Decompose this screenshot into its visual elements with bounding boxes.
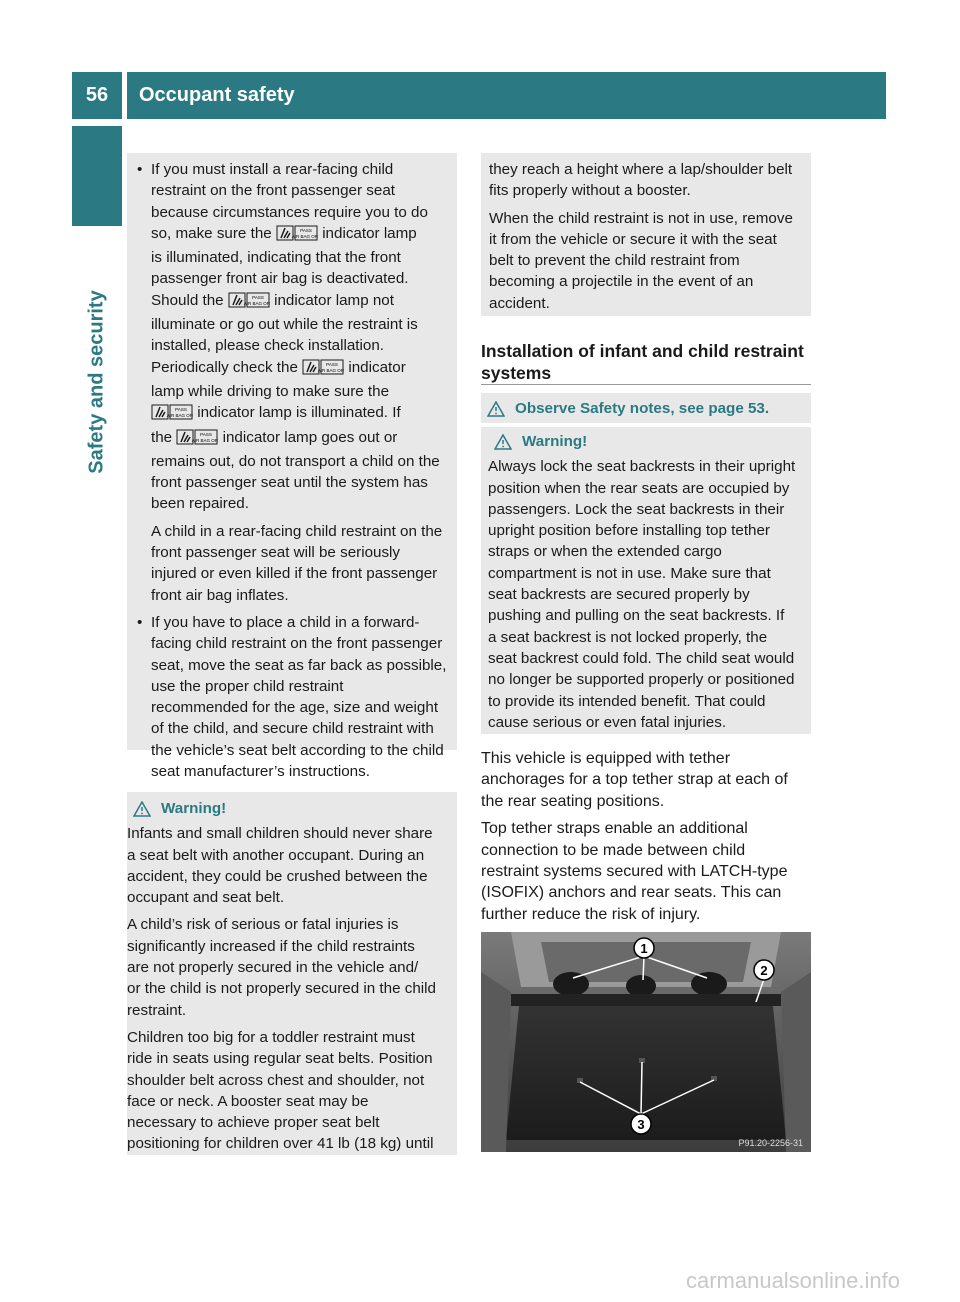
svg-text:AIR BAG OFF: AIR BAG OFF xyxy=(243,300,270,306)
text-line xyxy=(151,223,451,247)
text-line: they reach a height where a lap/shoulder belt xyxy=(489,161,793,178)
text-line: restraint. xyxy=(127,1001,187,1019)
text-line: is illuminated, indicating that the front xyxy=(151,249,401,267)
text-line: to provide its intended benefit. That could xyxy=(488,692,766,710)
safety-note-text: Observe Safety notes, see page 53. xyxy=(515,400,770,417)
warning-title xyxy=(127,798,451,819)
side-tab xyxy=(72,232,122,532)
text-line: pushing and pulling on the seat backrests. If xyxy=(488,607,785,625)
text-line: a seat belt with another occupant. During an xyxy=(127,846,425,864)
callout-2: 2 xyxy=(760,963,768,978)
text-line: compartment is not in use. Make sure that xyxy=(488,564,771,582)
text-line: seat backrests are secured properly by xyxy=(488,586,750,604)
text-line: or the child is not properly secured in the child xyxy=(127,980,436,998)
text-line: are not properly secured in the vehicle and/ xyxy=(127,959,419,977)
warning-title-text: Warning! xyxy=(522,433,588,450)
bullet-item-forward-facing xyxy=(135,612,451,782)
text-line: installed, please check installation. xyxy=(151,337,385,355)
text-segment: Periodically check the xyxy=(151,358,298,376)
text-line: occupant and seat belt. xyxy=(127,889,285,907)
text-line: anchorages for a top tether strap at each of xyxy=(481,771,788,789)
page-number: 56 xyxy=(85,84,109,106)
text-line: a seat backrest is not locked properly, the xyxy=(488,628,768,646)
chapter-title: Occupant safety xyxy=(139,84,295,106)
text-line: Top tether straps enable an additional xyxy=(481,820,748,838)
text-line: face or neck. A booster seat may be xyxy=(127,1092,369,1110)
bullet-dot: • xyxy=(137,613,143,631)
text-line: front passenger seat until the system has xyxy=(151,474,428,492)
svg-text:PASS: PASS xyxy=(326,361,338,367)
warning-triangle-icon xyxy=(133,801,151,817)
text-line: If you must install a rear-facing child xyxy=(151,161,394,178)
text-line: use the proper child restraint xyxy=(151,677,344,695)
text-line xyxy=(151,427,451,451)
text-line: ride in seats using regular seat belts. Position xyxy=(127,1050,433,1068)
text-line: (ISOFIX) anchors and rear seats. This can xyxy=(481,884,782,902)
body-text-tether xyxy=(481,748,816,925)
text-line: seat backrest could fold. The child seat would xyxy=(488,649,795,667)
heading-line: Installation of infant and child restraint xyxy=(481,341,804,361)
text-line: becoming a projectile in the event of an xyxy=(489,273,754,291)
callout-1: 1 xyxy=(640,941,648,956)
header-divider xyxy=(122,72,127,119)
bullet-item-rear-facing xyxy=(135,159,451,606)
svg-text:PASS: PASS xyxy=(175,407,187,413)
text-line: fits properly without a booster. xyxy=(489,182,691,200)
figure-code: P91.20-2256-31 xyxy=(738,1138,803,1148)
side-tab-label: Safety and security xyxy=(85,290,108,474)
svg-text:PASS: PASS xyxy=(200,431,213,437)
text-line: the vehicle’s seat belt according to the child xyxy=(151,741,444,759)
bullet-dot: • xyxy=(137,161,143,178)
text-line: Children too big for a toddler restraint must xyxy=(127,1028,415,1046)
text-line: A child’s risk of serious or fatal injuries is xyxy=(127,916,399,934)
text-line: it from the vehicle or secure it with the seat xyxy=(489,230,777,248)
text-line: front air bag inflates. xyxy=(151,586,289,604)
text-line: seat, move the seat as far back as possible, xyxy=(151,656,447,674)
text-segment: the xyxy=(151,428,173,446)
text-line xyxy=(151,290,451,314)
text-line: injured or even killed if the front passenger xyxy=(151,565,438,583)
text-line: Always lock the seat backrests in their upright xyxy=(488,458,796,476)
text-segment: indicator lamp not xyxy=(274,291,394,309)
passenger-airbag-off-indicator-icon xyxy=(176,429,218,451)
text-line: been repaired. xyxy=(151,495,249,513)
text-line: straps or when the extended cargo xyxy=(488,543,722,561)
text-line: of the child, and secure child restraint with xyxy=(151,720,434,738)
text-line: the rear seating positions. xyxy=(481,792,665,810)
text-line: restraint on the front passenger seat xyxy=(151,182,395,200)
text-line: passenger front air bag is deactivated. xyxy=(151,270,409,288)
text-line: illuminate or go out while the restraint is xyxy=(151,316,418,334)
text-line: further reduce the risk of injury. xyxy=(481,905,701,923)
warning-paragraph xyxy=(127,914,451,1020)
continued-paragraph xyxy=(489,208,805,314)
text-line: cause serious or even fatal injuries. xyxy=(488,713,727,731)
text-line: position when the rear seats are occupied by xyxy=(488,479,790,497)
section-rule xyxy=(481,384,811,385)
text-line: A child in a rear-facing child restraint on the xyxy=(151,522,443,540)
text-line: front passenger seat will be seriously xyxy=(151,544,401,562)
warning-title-text: Warning! xyxy=(161,800,227,817)
text-line: Infants and small children should never share xyxy=(127,825,433,843)
tether-anchorage-figure xyxy=(481,932,811,1152)
text-line: upright position before installing top tether xyxy=(488,522,770,540)
svg-text:AIR BAG OFF: AIR BAG OFF xyxy=(291,233,318,239)
warning-paragraph xyxy=(127,1027,451,1155)
svg-text:AIR BAG OFF: AIR BAG OFF xyxy=(166,413,193,419)
text-line xyxy=(151,402,451,426)
text-line: connection to be made between child xyxy=(481,841,746,859)
text-line: significantly increased if the child restraints xyxy=(127,937,415,955)
text-line: no longer be supported properly or positioned xyxy=(488,671,795,689)
text-segment: Should the xyxy=(151,291,224,309)
callout-3: 3 xyxy=(637,1117,645,1132)
passenger-airbag-off-indicator-icon xyxy=(276,225,318,247)
warning-title xyxy=(488,431,805,452)
right-continued-box xyxy=(481,153,811,316)
text-segment: indicator lamp xyxy=(322,224,417,242)
text-line: restraint systems secured with LATCH-type xyxy=(481,863,788,881)
consequence-paragraph xyxy=(151,521,451,606)
text-line: positioning for children over 41 lb (18 kg) until xyxy=(127,1135,434,1153)
text-line: shoulder belt across chest and shoulder, not xyxy=(127,1071,425,1089)
text-line xyxy=(151,357,451,381)
warning-triangle-icon xyxy=(494,434,512,450)
passenger-airbag-off-indicator-icon xyxy=(228,292,270,314)
section-heading xyxy=(481,340,811,384)
svg-text:PASS: PASS xyxy=(300,227,312,233)
text-segment: so, make sure the xyxy=(151,224,272,242)
text-line: seat manufacturer’s instructions. xyxy=(151,763,370,781)
text-line: accident, they could be crushed between the xyxy=(127,867,428,885)
safety-note xyxy=(481,400,811,417)
left-bullets-box xyxy=(127,153,457,781)
footer-watermark: carmanualsonline.info xyxy=(685,1268,900,1293)
text-line: If you have to place a child in a forward- xyxy=(151,613,420,631)
left-warning-box xyxy=(127,792,457,1155)
text-line: remains out, do not transport a child on the xyxy=(151,452,440,470)
text-line: because circumstances require you to do xyxy=(151,203,428,221)
svg-text:AIR BAG OFF: AIR BAG OFF xyxy=(192,437,219,443)
passenger-airbag-off-indicator-icon xyxy=(302,359,344,381)
safety-note-box xyxy=(481,393,811,423)
text-line: passengers. Lock the seat backrests in their xyxy=(488,500,785,518)
svg-text:PASS: PASS xyxy=(252,294,264,300)
text-line: accident. xyxy=(489,294,550,312)
text-line: When the child restraint is not in use, remove xyxy=(489,209,793,227)
right-warning-box xyxy=(481,427,811,734)
text-line: facing child restraint on the front passenger xyxy=(151,635,443,653)
body-paragraph xyxy=(481,818,816,925)
text-line: necessary to achieve proper seat belt xyxy=(127,1114,380,1132)
side-tab-marker xyxy=(72,126,122,226)
text-segment: indicator xyxy=(348,358,406,376)
warning-triangle-icon xyxy=(487,401,505,417)
text-line: lamp while driving to make sure the xyxy=(151,382,390,400)
passenger-airbag-off-indicator-icon xyxy=(151,404,193,426)
cargo-area-illustration xyxy=(481,932,811,1152)
text-line: This vehicle is equipped with tether xyxy=(481,750,731,767)
text-line: recommended for the age, size and weight xyxy=(151,699,439,717)
heading-line: systems xyxy=(481,363,552,383)
text-segment: indicator lamp is illuminated. If xyxy=(197,404,401,422)
text-line: belt to prevent the child restraint from xyxy=(489,252,740,270)
text-segment: indicator lamp goes out or xyxy=(222,428,398,446)
svg-text:AIR BAG OFF: AIR BAG OFF xyxy=(317,367,345,373)
